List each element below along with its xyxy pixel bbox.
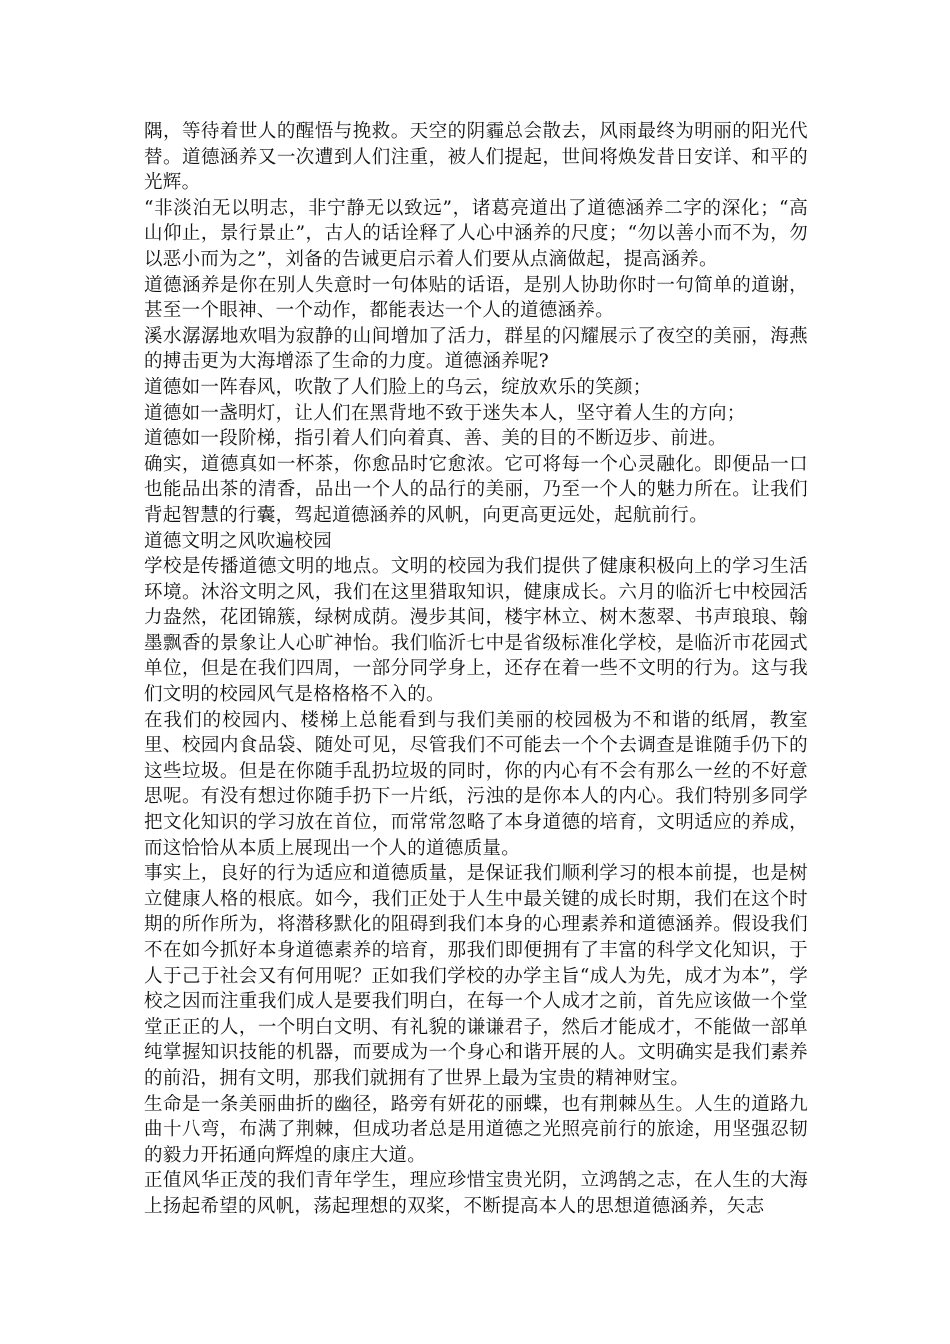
paragraph-4: 溪水潺潺地欢唱为寂静的山间增加了活力，群星的闪耀展示了夜空的美丽，海燕的搏击更为大海增添了生命的力度。道德涵养呢? — [144, 325, 808, 373]
paragraph-12: 生命是一条美丽曲折的幽径，路旁有妍花的丽蝶，也有荆棘丛生。人生的道路九曲十八弯，布满了荆棘，但成功者总是用道德之光照亮前行的旅途，用坚强忍韧的毅力开拓通向辉煌的康庄大道。 — [144, 1093, 808, 1166]
paragraph-1: 隅，等待着世人的醒悟与挽救。天空的阴霾总会散去，风雨最终为明丽的阳光代替。道德涵养又一次遭到人们注重，被人们提起，世间将焕发昔日安详、和平的光辉。 — [144, 121, 808, 194]
body-text — [144, 119, 808, 1220]
paragraph-3: 道德涵养是你在别人失意时一句体贴的话语，是别人协助你时一句简单的道谢，甚至一个眼神、一个动作，都能表达一个人的道德涵养。 — [144, 274, 808, 322]
paragraph-2: “非淡泊无以明志，非宁静无以致远”，诸葛亮道出了道德涵养二字的深化；“高山仰止，景行景止”，古人的话诠释了人心中涵养的尺度；“勿以善小而不为，勿以恶小而为之”，刘备的告诫更启示着人们要从点滴做起，提高涵养。 — [144, 197, 808, 270]
paragraph-5: 道德如一阵春风，吹散了人们脸上的乌云，绽放欢乐的笑颜； — [144, 376, 652, 398]
paragraph-13: 正值风华正茂的我们青年学生，理应珍惜宝贵光阴，立鸿鹄之志，在人生的大海上扬起希望的风帆，荡起理想的双桨，不断提高本人的思想道德涵养，矢志 — [144, 1170, 808, 1217]
paragraph-7: 道德如一段阶梯，指引着人们向着真、善、美的目的不断迈步、前进。 — [144, 428, 727, 450]
paragraph-11: 事实上，良好的行为适应和道德质量，是保证我们顺利学习的根本前提，也是树立健康人格的根底。如今，我们正处于人生中最关键的成长时期，我们在这个时期的所作所为，将潜移默化的阻碍到我们本身的心理素养和道德涵养。假设我们不在如今抓好本身道德素养的培育，那我们即便拥有了丰富的科学文化知识，于人于己于社会又有何用呢？正如我们学校的办学主旨“成人为先，成才为本”，学校之因而注重我们成人是要我们明白，在每一个人成才之前，首先应该做一个堂堂正正的人，一个明白文明、有礼貌的谦谦君子，然后才能成才，不能做一部单纯掌握知识技能的机器，而要成为一个身心和谐开展的人。文明确实是我们素养的前沿，拥有文明，那我们就拥有了世界上最为宝贵的精神财宝。 — [144, 863, 808, 1089]
paragraph-10: 在我们的校园内、楼梯上总能看到与我们美丽的校园极为不和谐的纸屑，教室里、校园内食品袋、随处可见，尽管我们不可能去一个个去调查是谁随手仍下的这些垃圾。但是在你随手乱扔垃圾的同时，你的内心有不会有那么一丝的不好意思呢。有没有想过你随手扔下一片纸，污浊的是你本人的内心。我们特别多同学把文化知识的学习放在首位，而常常忽略了本身道德的培育，文明适应的养成，而这恰恰从本质上展现出一个人的道德质量。 — [144, 709, 808, 859]
section-heading: 道德文明之风吹遍校园 — [144, 530, 333, 552]
paragraph-6: 道德如一盏明灯，让人们在黑背地不致于迷失本人，坚守着人生的方向； — [144, 402, 746, 424]
paragraph-8: 确实，道德真如一杯茶，你愈品时它愈浓。它可将每一个心灵融化。即便品一口也能品出茶的清香，品出一个人的品行的美丽，乃至一个人的魅力所在。让我们背起智慧的行囊，驾起道德涵养的风帆，向更高更远处，起航前行。 — [144, 453, 808, 526]
paragraph-9: 学校是传播道德文明的地点。文明的校园为我们提供了健康积极向上的学习生活环境。沐浴文明之风，我们在这里猎取知识，健康成长。六月的临沂七中校园活力盎然，花团锦簇，绿树成荫。漫步其间，楼宇林立、树木葱翠、书声琅琅、翰墨飘香的景象让人心旷神怡。我们临沂七中是省级标准化学校，是临沂市花园式单位，但是在我们四周，一部分同学身上，还存在着一些不文明的行为。这与我们文明的校园风气是格格格不入的。 — [144, 556, 808, 706]
